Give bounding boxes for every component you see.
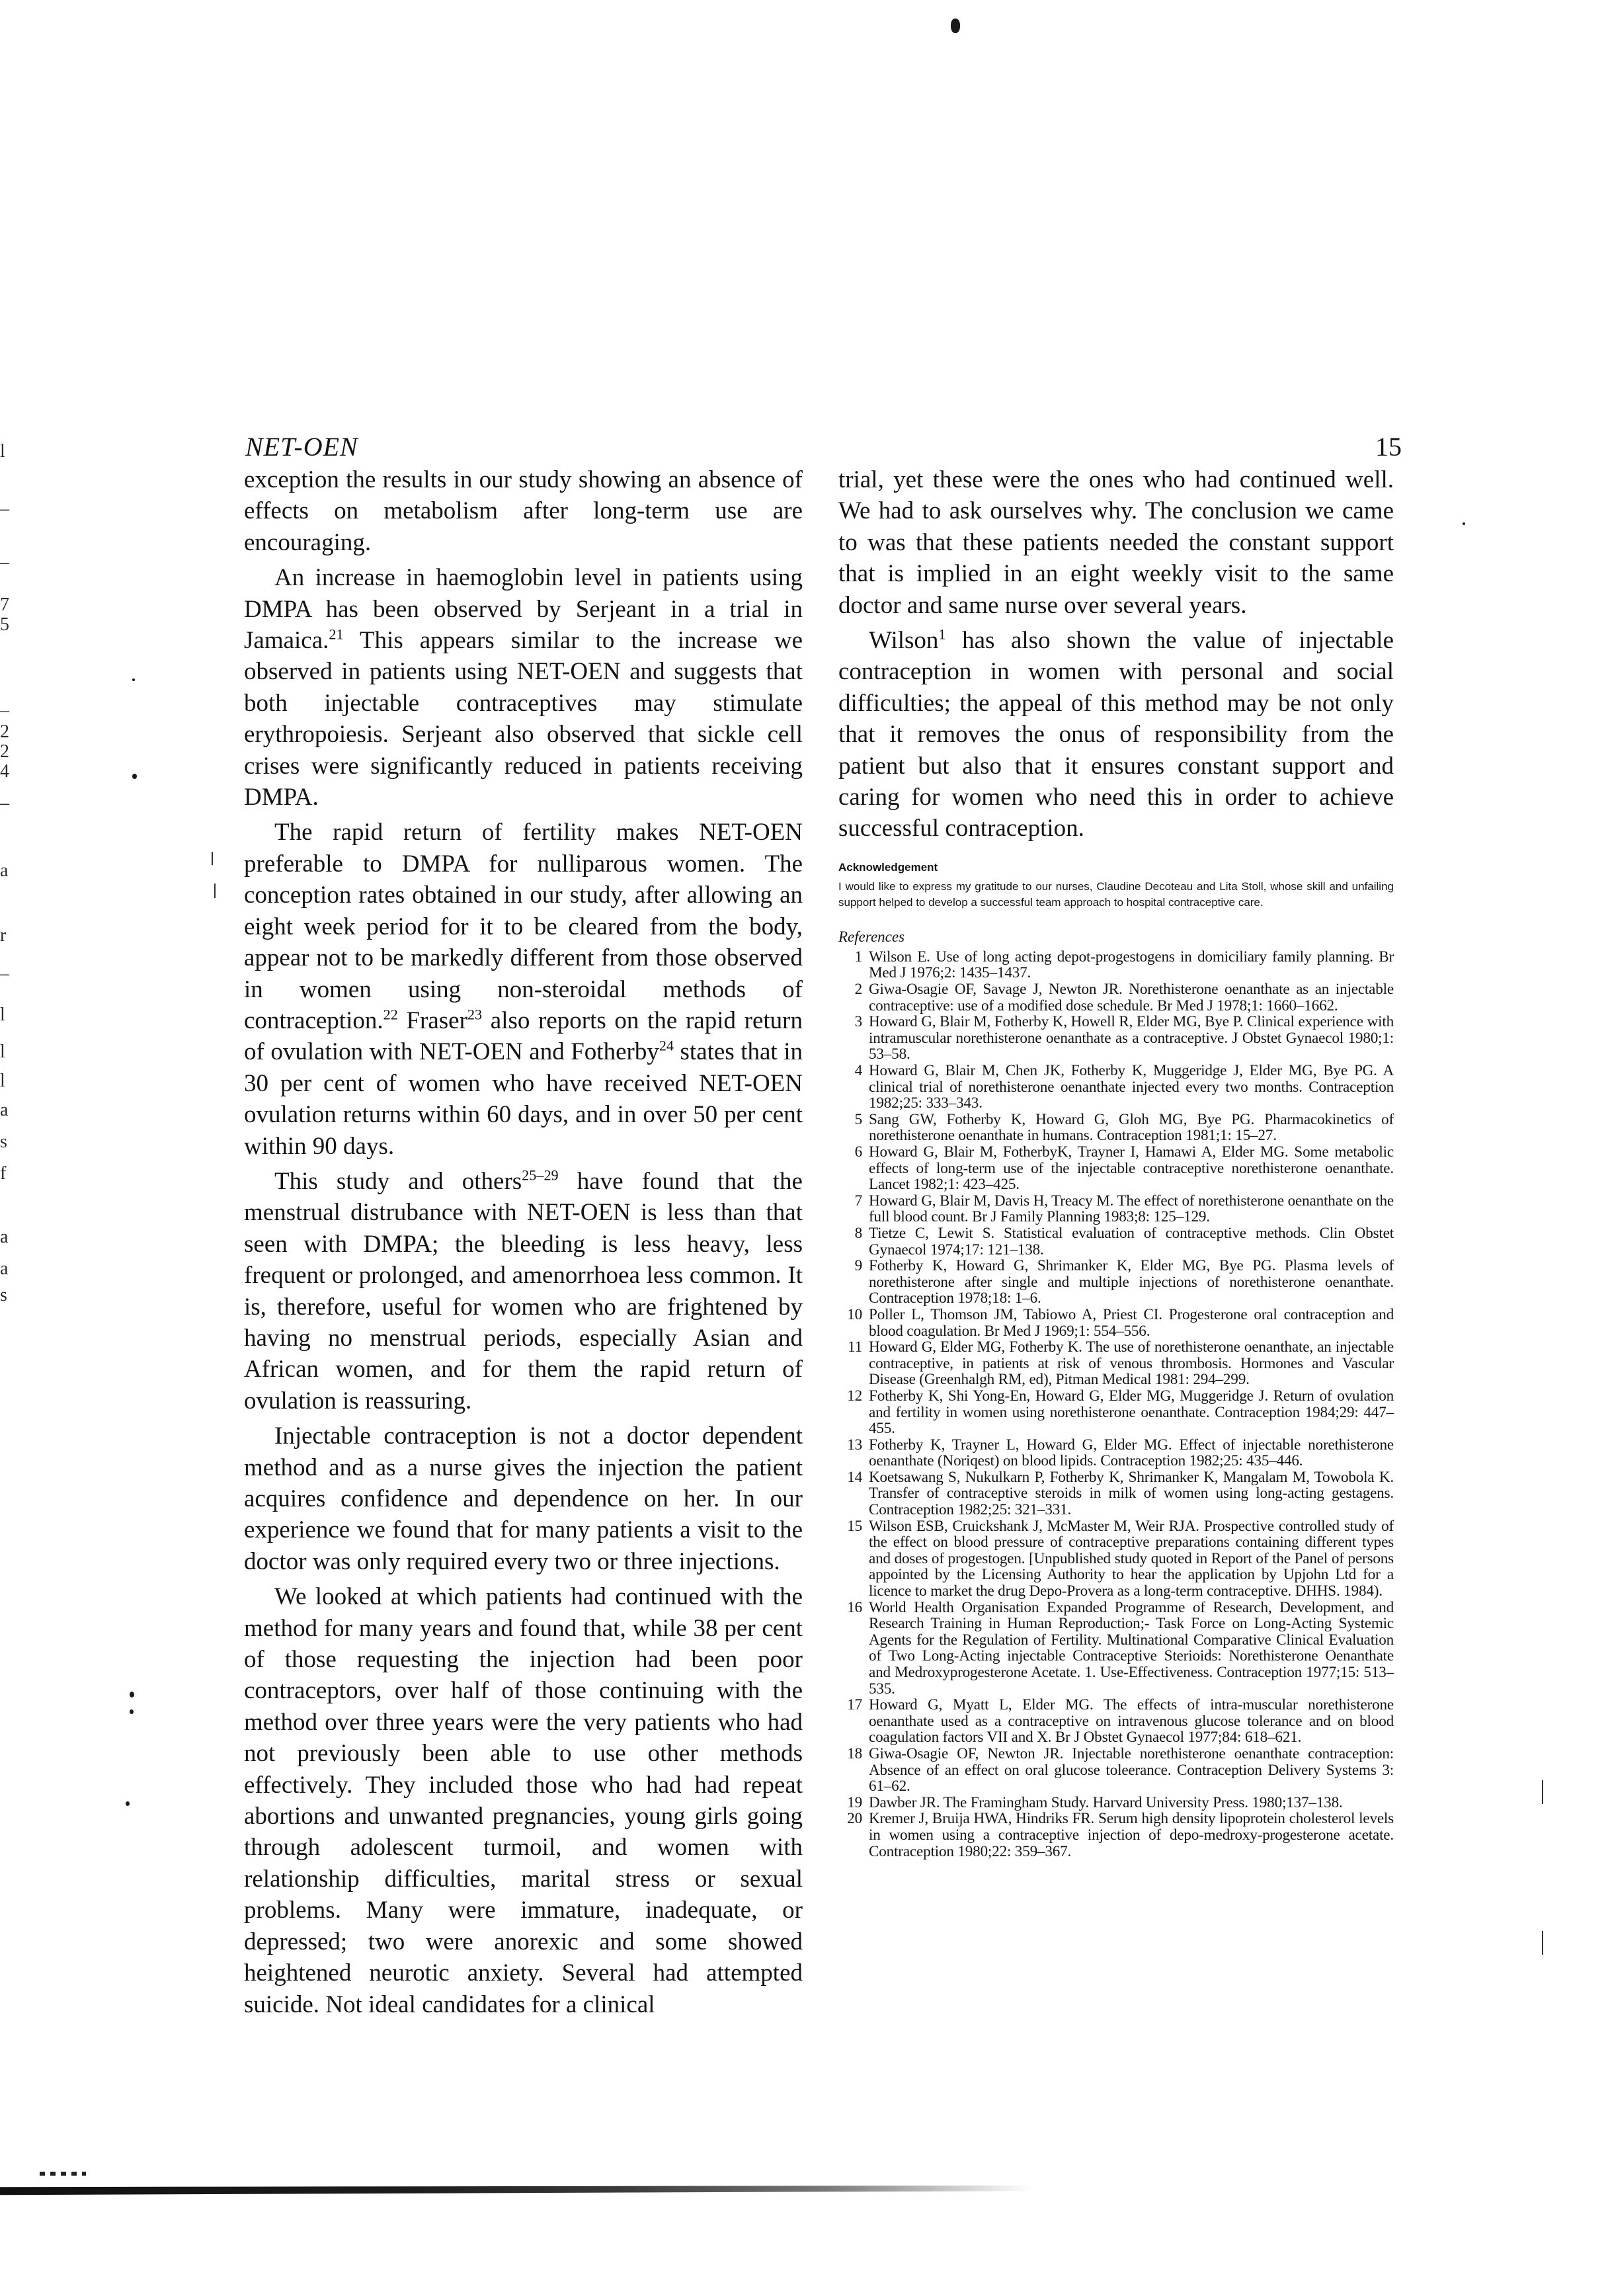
margin-mark: l <box>0 1042 5 1062</box>
page-number: 15 <box>1375 432 1402 462</box>
scanner-edge-bar <box>0 2182 1031 2198</box>
margin-mark: s <box>0 1131 7 1152</box>
citation-superscript: 23 <box>467 1006 483 1023</box>
citation-superscript: 21 <box>329 626 344 643</box>
reference-text: Kremer J, Bruija HWA, Hindriks FR. Serum high density lipoprotein cholesterol levels in women using a contraceptive injection of depo-medroxy-progesterone acetate. Contraception 1980;22: 359–367. <box>869 1810 1394 1860</box>
reference-number: 11 <box>848 1338 862 1356</box>
body-paragraph <box>244 1420 803 1577</box>
paragraph-text: We looked at which patients had continued with the method for many years and found that, while 38 per cent of those requesting the injection had been poor contraceptors, over half of those continuing with the method over three years were the very patients who had not previously been able to use other methods effectively. They included those who had had repeat abortions and unwanted pregnancies, young girls going through adolescent turmoil, and women with relationship difficulties, marital stress or sexual problems. Many were immature, inadequate, or depressed; two were anorexic and some showed heightened neurotic anxiety. Several had attempted suicide. Not ideal candidates for a clinical <box>244 1583 803 2018</box>
paragraph-text: also reports on the rapid return of ovulation with NET-OEN and Fotherby <box>244 1006 803 1066</box>
margin-tick <box>1542 1931 1543 1955</box>
body-paragraph <box>838 464 1394 621</box>
acknowledgement-heading: Acknowledgement <box>838 860 938 874</box>
reference-item <box>838 1600 1394 1698</box>
reference-number: 10 <box>847 1305 862 1323</box>
scan-speck <box>1463 522 1465 525</box>
reference-number: 18 <box>847 1744 862 1762</box>
reference-item <box>838 1063 1394 1112</box>
margin-mark: a <box>0 860 9 881</box>
reference-number: 15 <box>847 1517 862 1535</box>
paragraph-text: An increase in haemoglobin level in patients using DMPA has been observed by Serjeant in a trial in Jamaica. <box>244 564 803 655</box>
margin-mark: 7 <box>0 594 9 615</box>
citation-superscript: 22 <box>383 1006 398 1023</box>
body-paragraph <box>244 562 803 813</box>
paragraph-text: This appears similar to the increase we observed in patients using NET-OEN and suggests that both injectable contraceptives may stimulate erythropoiesis. Serjeant also observed that sickle cell crises were significantly reduced in patients receiving DMPA. <box>244 627 803 811</box>
references-heading: References <box>838 928 905 945</box>
paragraph-text: Injectable contraception is not a doctor dependent method and as a nurse gives the injection the patient acquires confidence and dependence on her. In our experience we found that for many patients a visit to the doctor was only required every two or three injections. <box>244 1422 803 1575</box>
reference-text: Fotherby K, Shi Yong-En, Howard G, Elder MG, Muggeridge J. Return of ovulation and fertility in women using norethisterone oenanthate. Contraception 1984;29: 447–455. <box>869 1387 1394 1438</box>
body-paragraph <box>244 464 803 558</box>
reference-number: 7 <box>854 1192 862 1210</box>
margin-mark: 2 <box>0 721 9 742</box>
margin-mark: a <box>0 1227 9 1247</box>
reference-text: Poller L, Thomson JM, Tabiowo A, Priest CI. Progesterone oral contraception and blood coagulation. Br Med J 1969;1: 554–556. <box>869 1305 1394 1340</box>
reference-item <box>838 1388 1394 1437</box>
scan-artifact <box>40 2172 86 2176</box>
reference-item <box>838 1811 1394 1860</box>
scan-speck <box>951 19 960 33</box>
reference-item <box>838 1746 1394 1795</box>
reference-item <box>838 1437 1394 1469</box>
paragraph-text: has also shown the value of injectable contraception in women with personal and social difficulties; the appeal of this method may be not only that it removes the onus of responsibility from the patient but also that it ensures constant support and caring for women who need this in order to achieve successful contraception. <box>838 627 1394 842</box>
reference-number: 6 <box>854 1143 862 1161</box>
reference-number: 1 <box>854 948 862 965</box>
body-paragraph <box>244 1581 803 2020</box>
reference-item <box>838 981 1394 1014</box>
reference-item <box>838 1469 1394 1518</box>
reference-item <box>838 1697 1394 1746</box>
reference-item <box>838 1144 1394 1193</box>
margin-mark: l <box>0 1071 5 1091</box>
reference-text: Giwa-Osagie OF, Savage J, Newton JR. Norethisterone oenanthate as an injectable contraceptive: use of a modified dose schedule. Br Med J 1978;1: 1660–1662. <box>869 981 1394 1014</box>
margin-mark: – <box>0 700 9 721</box>
reference-number: 2 <box>854 981 862 999</box>
reference-item <box>838 1795 1394 1811</box>
reference-number: 14 <box>847 1468 862 1486</box>
reference-item <box>838 1112 1394 1144</box>
reference-item <box>838 1225 1394 1258</box>
acknowledgement-text: I would like to express my gratitude to our nurses, Claudine Decoteau and Lita Stoll, whose skill and unfailing support helped to develop a successful team approach to hospital contraceptive care. <box>838 880 1394 909</box>
left-column <box>244 464 803 2020</box>
paragraph-text: This study and others <box>274 1167 522 1195</box>
reference-text: Wilson E. Use of long acting depot-progestogens in domiciliary family planning. Br Med J 1976;2: 1435–1437. <box>869 948 1394 982</box>
margin-mark: – <box>0 552 9 573</box>
paragraph-text: states that in 30 per cent of women who have received NET-OEN ovulation returns within 60 days, and in over 50 per cent within 90 days. <box>244 1038 803 1160</box>
body-paragraph <box>244 817 803 1161</box>
citation-superscript: 25–29 <box>522 1167 559 1184</box>
reference-text: Tietze C, Lewit S. Statistical evaluation of contraceptive methods. Clin Obstet Gynaecol 1974;17: 121–138. <box>869 1224 1394 1258</box>
reference-text: Fotherby K, Howard G, Shrimanker K, Elder MG, Bye PG. Plasma levels of norethisterone after single and multiple injections of norethisterone oenanthate. Contraception 1978;18: 1–6. <box>869 1257 1394 1307</box>
reference-text: Wilson ESB, Cruickshank J, McMaster M, Weir RJA. Prospective controlled study of the effect on blood pressure of contraceptive preparations containing different types and doses of progestogen. [Unpublished study quoted in Report of the Panel of persons appointed by the Licensing Authority to hear the application by Upjohn Ltd for a licence to market the drug Depo-Provera as a long-term contraceptive. DHHS. 1984). <box>869 1517 1394 1600</box>
reference-text: Howard G, Blair M, Fotherby K, Howell R, Elder MG, Bye P. Clinical experience with intramuscular norethisterone oenanthate as a contraceptive. J Obstet Gynaecol 1980;1: 53–58. <box>869 1013 1394 1063</box>
reference-item <box>838 1258 1394 1307</box>
scan-speck <box>126 1801 130 1806</box>
reference-number: 13 <box>847 1436 862 1454</box>
reference-number: 3 <box>854 1013 862 1031</box>
margin-mark: r <box>0 925 7 946</box>
paragraph-text: trial, yet these were the ones who had continued well. We had to ask ourselves why. The conclusion we came to was that these patients needed the constant support that is implied in an eight weekly visit to the same doctor and same nurse over several years. <box>838 466 1394 619</box>
right-column-body <box>838 464 1394 844</box>
reference-text: World Health Organisation Expanded Programme of Research, Development, and Research Training in Human Reproduction;- Task Force on Long-Acting Systemic Agents for the Regulation of Fertility. Multinational Comparative Clinical Evaluation of Two Long-Acting injectable Contraceptive Sterioids: Norethisterone Oenanthate and Medroxyprogesterone Acetate. 1. Use-Effectiveness. Contraception 1977;15: 513–535. <box>869 1598 1394 1698</box>
margin-mark: 4 <box>0 761 9 782</box>
reference-item <box>838 1339 1394 1388</box>
right-column <box>838 464 1394 1860</box>
reference-number: 5 <box>854 1110 862 1128</box>
margin-tick <box>1542 1780 1543 1804</box>
paragraph-text: have found that the menstrual distrubance with NET-OEN is less than that seen with DMPA; the bleeding is less heavy, less frequent or prolonged, and amenorrhoea less common. It is, therefore, useful for women who are frightened by having no menstrual periods, especially Asian and African women, and for them the rapid return of ovulation is reassuring. <box>244 1167 803 1414</box>
margin-mark: 5 <box>0 614 9 635</box>
margin-mark: a <box>0 1100 9 1120</box>
reference-number: 8 <box>854 1224 862 1242</box>
margin-mark: – <box>0 499 9 519</box>
margin-mark: – <box>0 964 9 984</box>
reference-item <box>838 1014 1394 1063</box>
reference-number: 17 <box>847 1696 862 1714</box>
scan-speck <box>130 1709 134 1714</box>
reference-text: Howard G, Blair M, FotherbyK, Trayner I, Hamawi A, Elder MG. Some metabolic effects of long-term use of the injectable contraceptive norethisterone oenanthate. Lancet 1982;1: 423–425. <box>869 1143 1394 1194</box>
reference-number: 20 <box>847 1810 862 1828</box>
margin-tick <box>212 852 213 865</box>
scan-speck <box>132 678 135 681</box>
body-paragraph <box>244 1166 803 1416</box>
reference-text: Howard G, Myatt L, Elder MG. The effects of intra-muscular norethisterone oenanthate used as a contraceptive on intravenous glucose tolerance and on blood coagulation factors VII and X. Br J Obstet Gynaecol 1977;84: 618–621. <box>869 1696 1394 1746</box>
margin-mark: l <box>0 441 5 462</box>
reference-item <box>838 1193 1394 1225</box>
paragraph-text: exception the results in our study showing an absence of effects on metabolism after long-term use are encouraging. <box>244 466 803 556</box>
reference-text: Dawber JR. The Framingham Study. Harvard University Press. 1980;137–138. <box>869 1793 1343 1811</box>
citation-superscript: 24 <box>659 1037 674 1054</box>
reference-number: 16 <box>847 1598 862 1616</box>
running-title: NET-OEN <box>245 432 358 462</box>
paragraph-text: Fraser <box>397 1006 467 1034</box>
scan-speck <box>132 774 137 779</box>
body-paragraph <box>838 625 1394 844</box>
margin-tick <box>214 883 216 898</box>
reference-text: Howard G, Blair M, Chen JK, Fotherby K, Muggeridge J, Elder MG, Bye PG. A clinical trial of norethisterone oenanthate injected every two months. Contraception 1982;25: 333–343. <box>869 1062 1394 1112</box>
reference-text: Fotherby K, Trayner L, Howard G, Elder MG. Effect of injectable norethisterone oenanthate (Noriqest) on blood lipids. Contraception 1982;25: 435–446. <box>869 1436 1394 1470</box>
reference-text: Howard G, Elder MG, Fotherby K. The use of norethisterone oenanthate, an injectable contraceptive, in patients at risk of venous thrombosis. Hormones and Vascular Disease (Greenhalgh RM, ed), Pitman Medical 1981: 294–299. <box>869 1338 1394 1389</box>
reference-list <box>838 949 1394 1860</box>
paragraph-text: The rapid return of fertility makes NET-OEN preferable to DMPA for nulliparous women. The conception rates obtained in our study, after allowing an eight week period for it to be cleared from the body, appear not to be markedly different from those observed in women using non-steroidal methods of contraception. <box>244 819 803 1034</box>
citation-superscript: 1 <box>938 626 946 643</box>
reference-number: 12 <box>847 1387 862 1405</box>
reference-number: 4 <box>854 1062 862 1080</box>
margin-mark: a <box>0 1258 9 1279</box>
reference-text: Koetsawang S, Nukulkarn P, Fotherby K, Shrimanker K, Mangalam M, Towobola K. Transfer of contraceptive steroids in milk of women using long-acting gestagens. Contraception 1982;25: 321–331. <box>869 1468 1394 1519</box>
reference-number: 19 <box>847 1793 862 1811</box>
scan-speck <box>130 1692 134 1698</box>
margin-mark: f <box>0 1163 7 1184</box>
reference-text: Giwa-Osagie OF, Newton JR. Injectable norethisterone oenanthate contraception: Absence of an effect on oral glucose toleerance. Contraception Delivery Systems 3: 61–62. <box>869 1744 1394 1795</box>
paragraph-text: Wilson <box>869 627 939 655</box>
reference-item <box>838 1518 1394 1600</box>
margin-mark: l <box>0 1004 5 1025</box>
reference-text: Sang GW, Fotherby K, Howard G, Gloh MG, Bye PG. Pharmacokinetics of norethisterone oenanthate in humans. Contraception 1981;1: 15–27. <box>869 1110 1394 1145</box>
reference-text: Howard G, Blair M, Davis H, Treacy M. The effect of norethisterone oenanthate on the full blood count. Br J Family Planning 1983;8: 125–129. <box>869 1192 1394 1226</box>
margin-mark: s <box>0 1285 7 1305</box>
reference-item <box>838 1307 1394 1339</box>
margin-mark: 2 <box>0 741 9 762</box>
reference-number: 9 <box>854 1257 862 1275</box>
reference-item <box>838 949 1394 981</box>
margin-mark: – <box>0 793 9 813</box>
